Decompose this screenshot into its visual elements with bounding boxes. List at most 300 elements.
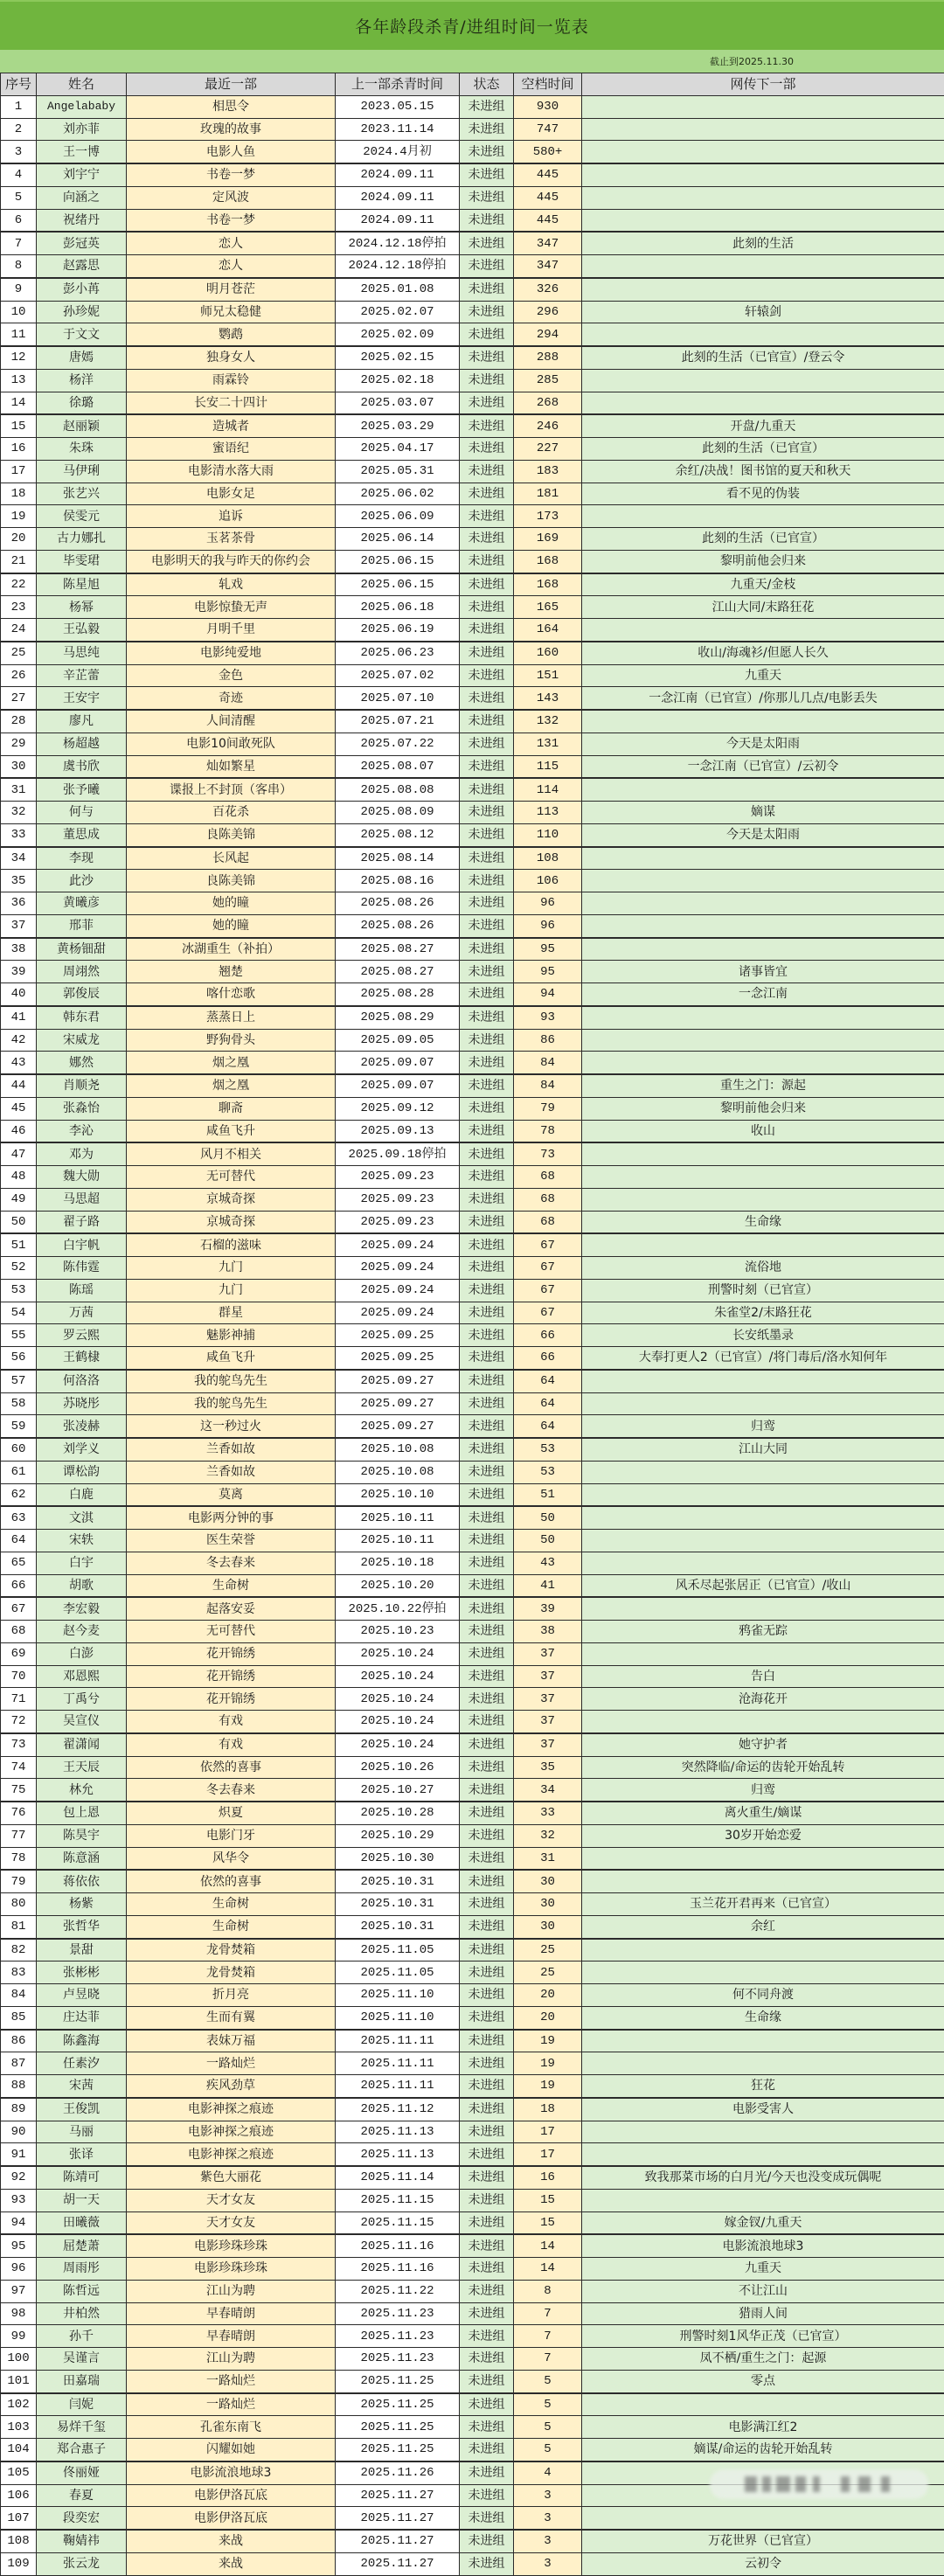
row-wrap-date: 2025.09.25 (336, 1347, 460, 1370)
row-next-project: 万花世界（已官宣） (582, 2530, 944, 2552)
row-next-project (582, 141, 944, 163)
row-seq: 98 (1, 2302, 37, 2325)
row-wrap-date: 2025.11.11 (336, 2030, 460, 2052)
row-next-project: 此刻的生活（已官宣）/登云令 (582, 346, 944, 369)
row-seq: 79 (1, 1870, 37, 1892)
row-status: 未进组 (460, 1711, 514, 1733)
row-next-project: 黎明前他会归来 (582, 1097, 944, 1120)
table-row (1, 983, 944, 1006)
row-wrap-date: 2025.03.29 (336, 414, 460, 437)
row-recent-project: 百花杀 (127, 802, 336, 824)
row-next-project (582, 1552, 944, 1574)
table-row (1, 733, 944, 755)
row-next-project: 30岁开始恋爱 (582, 1824, 944, 1847)
row-status: 未进组 (460, 1233, 514, 1256)
row-next-project: 零点 (582, 2370, 944, 2392)
row-status: 未进组 (460, 2325, 514, 2348)
row-wrap-date: 2025.08.29 (336, 1006, 460, 1029)
row-seq: 59 (1, 1415, 37, 1438)
table-row (1, 870, 944, 892)
row-seq: 46 (1, 1120, 37, 1142)
row-next-project (582, 209, 944, 232)
row-wrap-date: 2025.10.30 (336, 1847, 460, 1870)
row-status: 未进组 (460, 1097, 514, 1120)
row-name: 景甜 (37, 1939, 127, 1962)
row-wrap-date: 2025.10.29 (336, 1824, 460, 1847)
table-row (1, 755, 944, 778)
row-recent-project: 依然的喜事 (127, 1870, 336, 1892)
row-next-project (582, 392, 944, 414)
row-recent-project: 喀什恋歌 (127, 983, 336, 1006)
row-seq: 5 (1, 186, 37, 209)
table-row (1, 2439, 944, 2461)
row-name: 赵今麦 (37, 1621, 127, 1643)
row-wrap-date: 2025.10.31 (336, 1870, 460, 1892)
row-gap-days: 173 (514, 505, 582, 528)
row-recent-project: 生命树 (127, 1893, 336, 1916)
row-seq: 30 (1, 755, 37, 778)
row-status: 未进组 (460, 163, 514, 186)
row-gap-days: 747 (514, 118, 582, 141)
row-status: 未进组 (460, 1279, 514, 1302)
row-seq: 72 (1, 1711, 37, 1733)
row-seq: 19 (1, 505, 37, 528)
row-gap-days: 445 (514, 186, 582, 209)
row-gap-days: 165 (514, 596, 582, 619)
row-seq: 71 (1, 1688, 37, 1711)
row-name: 孙珍妮 (37, 301, 127, 323)
row-recent-project: 我的鸵鸟先生 (127, 1370, 336, 1392)
row-seq: 88 (1, 2075, 37, 2098)
row-gap-days: 14 (514, 2258, 582, 2281)
row-next-project: 凤不栖/重生之门：起源 (582, 2348, 944, 2371)
row-name: 杨紫 (37, 1893, 127, 1916)
row-next-project: 不让江山 (582, 2280, 944, 2302)
row-wrap-date: 2025.06.14 (336, 528, 460, 551)
row-gap-days: 66 (514, 1347, 582, 1370)
row-status: 未进组 (460, 301, 514, 323)
row-gap-days: 4 (514, 2461, 582, 2484)
row-gap-days: 160 (514, 642, 582, 664)
row-name: 李宏毅 (37, 1597, 127, 1620)
row-next-project: 嫡谋/命运的齿轮开始乱转 (582, 2439, 944, 2461)
row-seq: 51 (1, 1233, 37, 1256)
row-name: 丁禹兮 (37, 1688, 127, 1711)
row-name: 肖顺尧 (37, 1074, 127, 1097)
row-wrap-date: 2025.11.27 (336, 2552, 460, 2575)
row-name: 黄杨钿甜 (37, 938, 127, 961)
row-seq: 100 (1, 2348, 37, 2371)
header-next-project: 网传下一部 (582, 73, 944, 96)
row-recent-project: 独身女人 (127, 346, 336, 369)
row-recent-project: 风华令 (127, 1847, 336, 1870)
row-recent-project: 生而有翼 (127, 2006, 336, 2029)
row-wrap-date: 2025.11.14 (336, 2166, 460, 2189)
row-recent-project: 咸鱼飞升 (127, 1347, 336, 1370)
row-seq: 76 (1, 1802, 37, 1824)
row-recent-project: 恋人 (127, 232, 336, 254)
row-status: 未进组 (460, 1824, 514, 1847)
row-name: 彭冠英 (37, 232, 127, 254)
row-name: 王一博 (37, 141, 127, 163)
row-seq: 52 (1, 1257, 37, 1280)
row-seq: 67 (1, 1597, 37, 1620)
table-row (1, 1052, 944, 1074)
row-recent-project: 莫离 (127, 1483, 336, 1506)
row-name: 向涵之 (37, 186, 127, 209)
row-wrap-date: 2023.11.14 (336, 118, 460, 141)
row-recent-project: 这一秒过火 (127, 1415, 336, 1438)
row-seq: 9 (1, 278, 37, 301)
table-row (1, 1188, 944, 1211)
table-row (1, 2075, 944, 2098)
row-status: 未进组 (460, 2121, 514, 2143)
row-seq: 6 (1, 209, 37, 232)
row-seq: 95 (1, 2234, 37, 2257)
header-seq: 序号 (1, 73, 37, 96)
header-wrap-date: 上一部杀青时间 (336, 73, 460, 96)
row-status: 未进组 (460, 870, 514, 892)
row-wrap-date: 2025.08.27 (336, 938, 460, 961)
row-recent-project: 师兄太稳健 (127, 301, 336, 323)
row-recent-project: 来战 (127, 2552, 336, 2575)
row-recent-project: 炽夏 (127, 1802, 336, 1824)
row-wrap-date: 2025.10.28 (336, 1802, 460, 1824)
row-gap-days: 115 (514, 755, 582, 778)
row-next-project (582, 1870, 944, 1892)
table-row (1, 1347, 944, 1370)
row-next-project (582, 938, 944, 961)
row-seq: 2 (1, 118, 37, 141)
table-row (1, 619, 944, 642)
row-seq: 74 (1, 1756, 37, 1779)
row-recent-project: 追诉 (127, 505, 336, 528)
row-recent-project: 京城奇探 (127, 1188, 336, 1211)
row-name: 廖凡 (37, 710, 127, 733)
row-recent-project: 花开锦绣 (127, 1688, 336, 1711)
row-next-project: 沧海花开 (582, 1688, 944, 1711)
row-seq: 104 (1, 2439, 37, 2461)
row-gap-days: 53 (514, 1461, 582, 1483)
row-gap-days: 30 (514, 1915, 582, 1938)
row-wrap-date: 2025.10.11 (336, 1530, 460, 1552)
row-recent-project: 一路灿烂 (127, 2393, 336, 2416)
row-gap-days: 15 (514, 2189, 582, 2211)
row-seq: 50 (1, 1211, 37, 1233)
row-seq: 33 (1, 823, 37, 846)
row-seq: 29 (1, 733, 37, 755)
row-next-project: 九重天 (582, 664, 944, 687)
row-gap-days: 38 (514, 1621, 582, 1643)
row-name: 杨超越 (37, 733, 127, 755)
row-gap-days: 16 (514, 2166, 582, 2189)
row-seq: 37 (1, 914, 37, 937)
row-seq: 107 (1, 2507, 37, 2530)
row-wrap-date: 2025.07.02 (336, 664, 460, 687)
row-recent-project: 月明千里 (127, 619, 336, 642)
row-seq: 82 (1, 1939, 37, 1962)
row-status: 未进组 (460, 823, 514, 846)
row-recent-project: 电影惊蛰无声 (127, 596, 336, 619)
table-row (1, 596, 944, 619)
row-name: 辛芷蕾 (37, 664, 127, 687)
row-recent-project: 玉茗茶骨 (127, 528, 336, 551)
row-gap-days: 35 (514, 1756, 582, 1779)
table-row (1, 1984, 944, 2007)
row-name: 赵丽颖 (37, 414, 127, 437)
row-status: 未进组 (460, 483, 514, 505)
row-status: 未进组 (460, 2030, 514, 2052)
row-gap-days: 68 (514, 1166, 582, 1189)
row-status: 未进组 (460, 1597, 514, 1620)
table-row (1, 1415, 944, 1438)
row-status: 未进组 (460, 1461, 514, 1483)
row-name: 易烊千玺 (37, 2416, 127, 2439)
row-next-project: 收山 (582, 1120, 944, 1142)
row-status: 未进组 (460, 1915, 514, 1938)
row-gap-days: 84 (514, 1052, 582, 1074)
table-row (1, 2006, 944, 2029)
row-status: 未进组 (460, 778, 514, 801)
table-row (1, 778, 944, 801)
row-next-project (582, 1370, 944, 1392)
row-gap-days: 114 (514, 778, 582, 801)
row-gap-days: 580+ (514, 141, 582, 163)
row-gap-days: 8 (514, 2280, 582, 2302)
row-wrap-date: 2023.05.15 (336, 95, 460, 118)
row-seq: 18 (1, 483, 37, 505)
row-seq: 13 (1, 369, 37, 392)
row-wrap-date: 2025.09.18停拍 (336, 1142, 460, 1165)
row-seq: 38 (1, 938, 37, 961)
row-gap-days: 113 (514, 802, 582, 824)
row-next-project: 余红 (582, 1915, 944, 1938)
row-seq: 91 (1, 2143, 37, 2166)
row-name: 何洛洛 (37, 1370, 127, 1392)
row-name: 宋轶 (37, 1530, 127, 1552)
row-wrap-date: 2025.09.24 (336, 1279, 460, 1302)
row-seq: 41 (1, 1006, 37, 1029)
row-next-project: 九重天/金枝 (582, 573, 944, 596)
row-status: 未进组 (460, 1847, 514, 1870)
row-wrap-date: 2025.09.07 (336, 1074, 460, 1097)
row-wrap-date: 2025.11.27 (336, 2484, 460, 2507)
row-recent-project: 灿如繁星 (127, 755, 336, 778)
row-next-project: 致我那菜市场的白月光/今天也没变成玩偶呢 (582, 2166, 944, 2189)
row-status: 未进组 (460, 2211, 514, 2234)
row-wrap-date: 2025.08.09 (336, 802, 460, 824)
row-next-project: 生命缘 (582, 1211, 944, 1233)
row-wrap-date: 2025.11.23 (336, 2302, 460, 2325)
row-gap-days: 50 (514, 1530, 582, 1552)
row-status: 未进组 (460, 1370, 514, 1392)
row-wrap-date: 2025.06.09 (336, 505, 460, 528)
row-name: 白宇帆 (37, 1233, 127, 1256)
row-status: 未进组 (460, 687, 514, 710)
row-status: 未进组 (460, 118, 514, 141)
row-seq: 63 (1, 1506, 37, 1529)
row-wrap-date: 2024.12.18停拍 (336, 255, 460, 278)
table-row (1, 186, 944, 209)
row-name: 刘学义 (37, 1438, 127, 1461)
row-gap-days: 78 (514, 1120, 582, 1142)
as-of-date: 截止到2025.11.30 (710, 54, 794, 68)
schedule-table (0, 73, 944, 2576)
row-wrap-date: 2024.09.11 (336, 163, 460, 186)
row-next-project: 云初令 (582, 2552, 944, 2575)
row-wrap-date: 2025.10.11 (336, 1506, 460, 1529)
row-status: 未进组 (460, 1621, 514, 1643)
row-name: 苏晓彤 (37, 1392, 127, 1415)
row-recent-project: 电影神探之痕迹 (127, 2143, 336, 2166)
row-recent-project: 咸鱼飞升 (127, 1120, 336, 1142)
table-row (1, 2121, 944, 2143)
row-recent-project: 电影伊洛瓦底 (127, 2507, 336, 2530)
table-row (1, 2393, 944, 2416)
row-seq: 3 (1, 141, 37, 163)
table-row (1, 2348, 944, 2371)
row-name: 吴谨言 (37, 2348, 127, 2371)
row-gap-days: 19 (514, 2030, 582, 2052)
row-gap-days: 94 (514, 983, 582, 1006)
row-next-project: 黎明前他会归来 (582, 550, 944, 573)
row-recent-project: 电影人鱼 (127, 141, 336, 163)
row-wrap-date: 2025.11.10 (336, 1984, 460, 2007)
row-name: 唐嫣 (37, 346, 127, 369)
row-name: 邓为 (37, 1142, 127, 1165)
row-gap-days: 30 (514, 1893, 582, 1916)
row-status: 未进组 (460, 2075, 514, 2098)
row-recent-project: 龙骨焚箱 (127, 1939, 336, 1962)
row-recent-project: 轧戏 (127, 573, 336, 596)
row-recent-project: 聊斋 (127, 1097, 336, 1120)
row-status: 未进组 (460, 2507, 514, 2530)
row-seq: 102 (1, 2393, 37, 2416)
table-row (1, 1756, 944, 1779)
row-name: 翟潇闻 (37, 1733, 127, 1756)
row-next-project: 告白 (582, 1665, 944, 1688)
row-status: 未进组 (460, 1029, 514, 1052)
table-row (1, 847, 944, 870)
row-gap-days: 20 (514, 1984, 582, 2007)
table-row (1, 1006, 944, 1029)
row-gap-days: 181 (514, 483, 582, 505)
row-gap-days: 169 (514, 528, 582, 551)
row-seq: 36 (1, 892, 37, 915)
table-row (1, 1711, 944, 1733)
row-seq: 31 (1, 778, 37, 801)
table-row (1, 961, 944, 983)
row-status: 未进组 (460, 2393, 514, 2416)
row-wrap-date: 2025.02.15 (336, 346, 460, 369)
table-row (1, 1392, 944, 1415)
sheet-title: 各年龄段杀青/进组时间一览表 (355, 14, 588, 38)
row-recent-project: 江山为聘 (127, 2280, 336, 2302)
row-wrap-date: 2025.02.07 (336, 301, 460, 323)
row-gap-days: 64 (514, 1415, 582, 1438)
table-row (1, 2552, 944, 2575)
row-next-project: 猎雨人间 (582, 2302, 944, 2325)
row-status: 未进组 (460, 664, 514, 687)
row-gap-days: 183 (514, 460, 582, 483)
row-name: 王弘毅 (37, 619, 127, 642)
row-next-project (582, 255, 944, 278)
row-wrap-date: 2025.11.13 (336, 2121, 460, 2143)
row-seq: 85 (1, 2006, 37, 2029)
row-status: 未进组 (460, 1415, 514, 1438)
row-name: 吴宣仪 (37, 1711, 127, 1733)
table-row (1, 1688, 944, 1711)
row-wrap-date: 2025.09.23 (336, 1188, 460, 1211)
row-recent-project: 电影两分钟的事 (127, 1506, 336, 1529)
table-row (1, 892, 944, 915)
row-name: 井柏然 (37, 2302, 127, 2325)
row-status: 未进组 (460, 2098, 514, 2121)
row-gap-days: 3 (514, 2484, 582, 2507)
table-row (1, 664, 944, 687)
row-wrap-date: 2025.09.25 (336, 1324, 460, 1347)
row-status: 未进组 (460, 1188, 514, 1211)
row-recent-project: 蒸蒸日上 (127, 1006, 336, 1029)
row-recent-project: 孔雀东南飞 (127, 2416, 336, 2439)
row-status: 未进组 (460, 1006, 514, 1029)
row-seq: 80 (1, 1893, 37, 1916)
row-name: 春夏 (37, 2484, 127, 2507)
table-row (1, 1438, 944, 1461)
row-status: 未进组 (460, 755, 514, 778)
table-row (1, 1893, 944, 1916)
row-recent-project: 雨霖铃 (127, 369, 336, 392)
row-status: 未进组 (460, 1211, 514, 1233)
row-name: 张哲华 (37, 1915, 127, 1938)
row-wrap-date: 2025.04.17 (336, 438, 460, 461)
row-seq: 44 (1, 1074, 37, 1097)
row-next-project (582, 278, 944, 301)
row-status: 未进组 (460, 2552, 514, 2575)
row-next-project (582, 1847, 944, 1870)
row-wrap-date: 2025.11.11 (336, 2052, 460, 2075)
row-wrap-date: 2025.11.11 (336, 2075, 460, 2098)
row-wrap-date: 2025.07.10 (336, 687, 460, 710)
row-next-project (582, 2143, 944, 2166)
row-wrap-date: 2025.10.24 (336, 1711, 460, 1733)
row-status: 未进组 (460, 1779, 514, 1802)
row-seq: 24 (1, 619, 37, 642)
row-next-project: 归鸾 (582, 1779, 944, 1802)
row-gap-days: 110 (514, 823, 582, 846)
row-name: 孙千 (37, 2325, 127, 2348)
row-seq: 54 (1, 1302, 37, 1324)
row-next-project: 江山大同/末路狂花 (582, 596, 944, 619)
row-next-project (582, 1530, 944, 1552)
row-name: 白鹿 (37, 1483, 127, 1506)
row-next-project (582, 1188, 944, 1211)
row-status: 未进组 (460, 1324, 514, 1347)
row-gap-days: 31 (514, 1847, 582, 1870)
table-row (1, 369, 944, 392)
row-gap-days: 17 (514, 2121, 582, 2143)
row-recent-project: 石榴的滋味 (127, 1233, 336, 1256)
table-row (1, 802, 944, 824)
row-status: 未进组 (460, 642, 514, 664)
table-row (1, 2189, 944, 2211)
row-status: 未进组 (460, 414, 514, 437)
row-name: 宋茜 (37, 2075, 127, 2098)
row-name: 董思成 (37, 823, 127, 846)
row-wrap-date: 2025.09.05 (336, 1029, 460, 1052)
header-status: 状态 (460, 73, 514, 96)
row-seq: 17 (1, 460, 37, 483)
